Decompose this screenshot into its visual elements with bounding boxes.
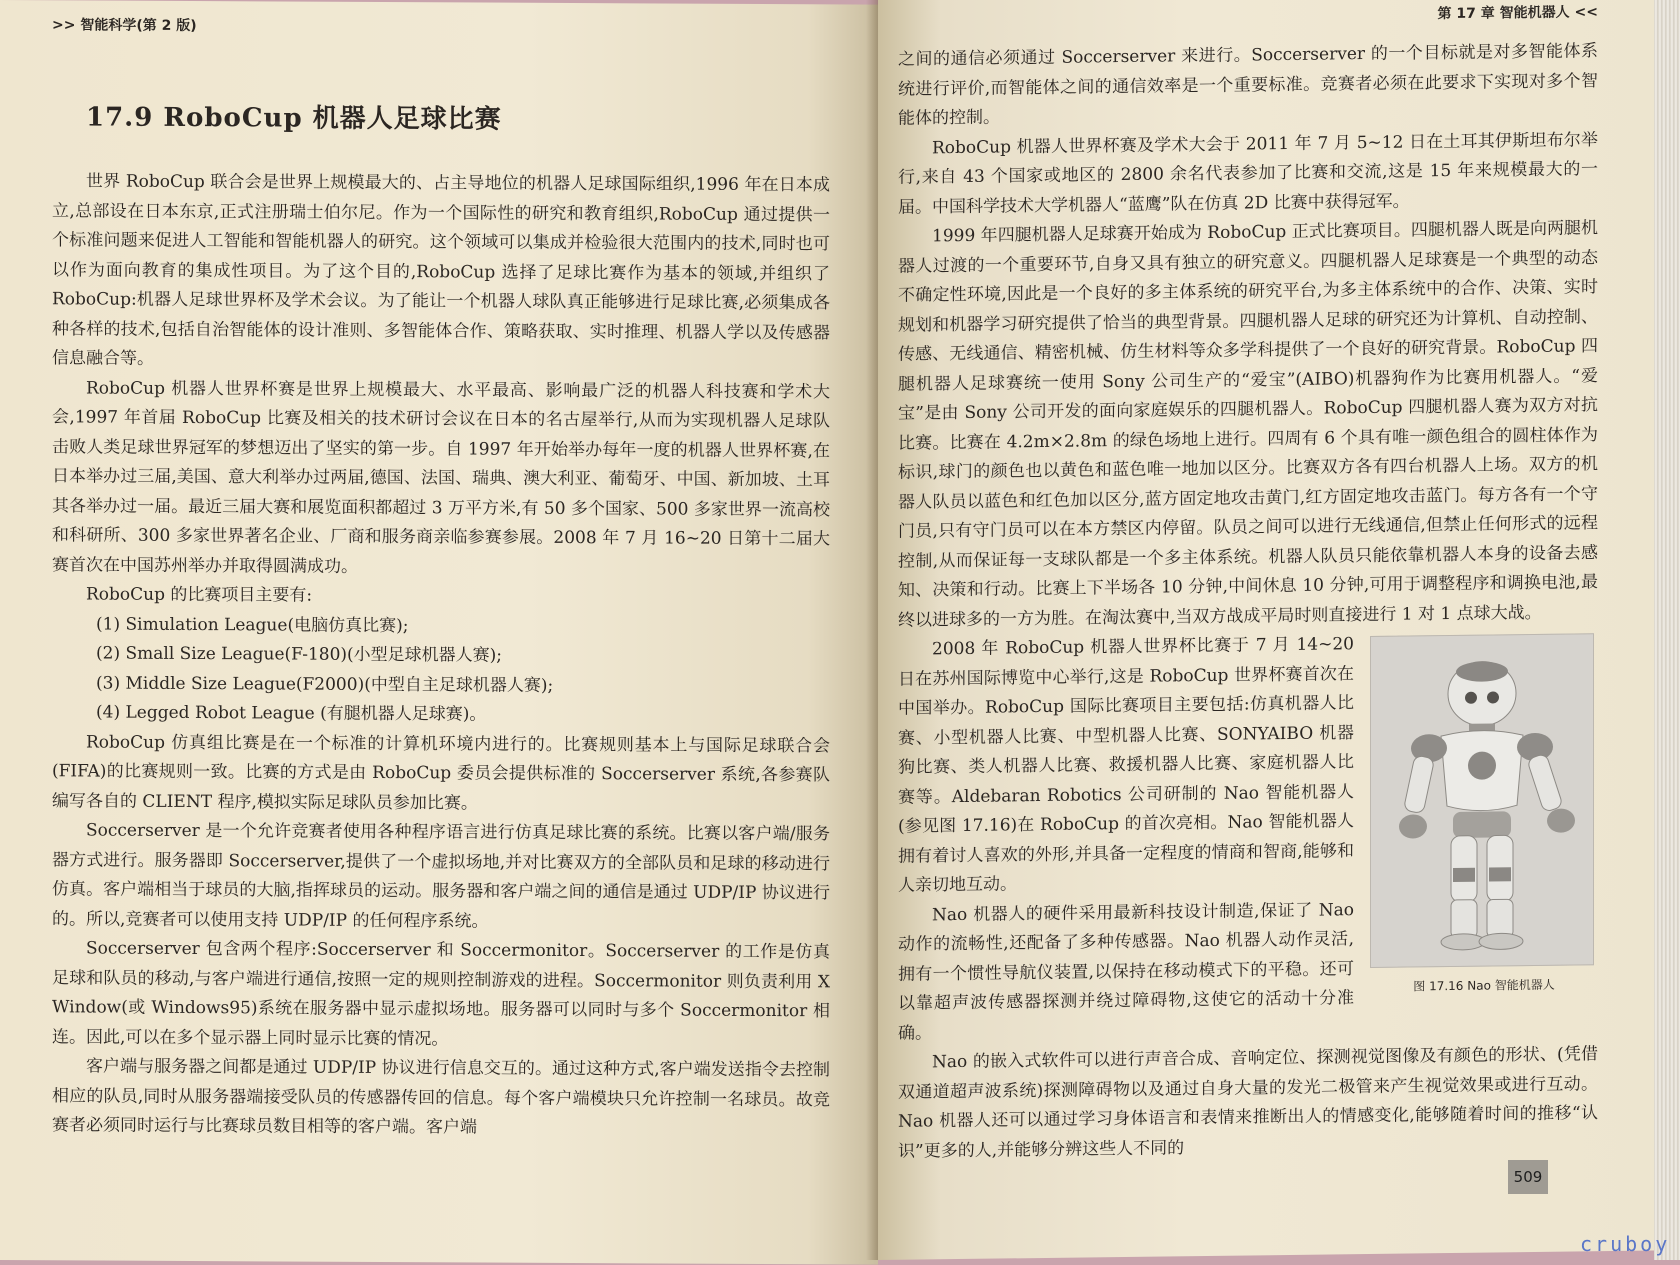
right-page <box>878 0 1658 1260</box>
left-running-header: >> 智能科学(第 2 版) <box>52 17 197 35</box>
competition-list <box>52 610 830 732</box>
page-number: 509 <box>1508 1160 1548 1194</box>
list-item: (2) Small Size League(F-180)(小型足球机器人赛); <box>96 643 503 666</box>
section-title: 17.9 RoboCup 机器人足球比赛 <box>86 102 502 135</box>
list-item: (1) Simulation League(电脑仿真比赛); <box>96 614 409 636</box>
watermark-text: cruboy <box>1580 1232 1671 1256</box>
paragraph: 2008 年 RoboCup 机器人世界杯比赛于 7 月 14~20 日在苏州国际博览中心举行,这是 RoboCup 世界杯赛首次在中国举办。RoboCup 国际比赛项目主要包括:仿真机器人比赛、小型机器人比赛、中型机器人比赛、SONYAIBO 机器狗比赛、类人机器人比赛、救援机器人比赛、家庭机器人比赛等。Aldebaran Robotics 公司研制的 Nao 智能机器人(参见图 17.16)在 RoboCup 的首次亮相。Nao 智能机器人拥有着讨人喜欢的外形,并具备一定程度的情商和智商,能够和人亲切地互动。 <box>898 634 1354 896</box>
paragraph: Nao 机器人的硬件采用最新科技设计制造,保证了 Nao 动作的流畅性,还配备了多种传感器。Nao 机器人动作灵活,拥有一个惯性导航仪装置,以保持在移动模式下的平稳。还可以靠超声波传感器探测并绕过障碍物,这使它的活动十分准确。 <box>898 899 1354 1044</box>
list-intro: RoboCup 的比赛项目主要有: <box>86 584 313 606</box>
paragraph: 世界 RoboCup 联合会是世界上规模最大的、占主导地位的机器人足球国际组织,1996 年在日本成立,总部设在日本东京,正式注册瑞士伯尔尼。作为一个国际性的研究和教育组织,RoboCup 通过提供一个标准问题来促进人工智能和智能机器人的研究。这个领域可以集成并检验很大范围内的技术,同时也可以作为面向教育的集成性项目。为了这个目的,RoboCup 选择了足球比赛作为基本的领域,并组织了 RoboCup:机器人足球世界杯及学术会议。为了能让一个机器人球队真正能够进行足球比赛,必须集成各种各样的技术,包括自治智能体的设计准则、多智能体合作、策略获取、实时推理、机器人学以及传感器信息融合等。 <box>52 171 830 369</box>
paragraph: Soccerserver 是一个允许竞赛者使用各种程序语言进行仿真足球比赛的系统。比赛以客户端/服务器方式进行。服务器即 Soccerserver,提供了一个虚拟场地,并对比赛双方的全部队员和足球的移动进行仿真。客户端相当于球员的大脑,指挥球员的运动。服务器和客户端之间的通信是通过 UDP/IP 协议进行的。所以,竞赛者可以使用支持 UDP/IP 的任何程序系统。 <box>52 820 830 932</box>
page-edges <box>1654 0 1680 1260</box>
figure-nao-robot <box>1370 633 1598 995</box>
paragraph: Soccerserver 包含两个程序:Soccerserver 和 Soccermonitor。Soccerserver 的工作是仿真足球和队员的移动,与客户端进行通信,按照一定的规则控制游戏的进程。Soccermonitor 则负责利用 X Window(或 Windows95)系统在服务器中显示虚拟场地。服务器可以同时与多个 Soccermonitor 相连。因此,可以在多个显示器上同时显示比赛的情况。 <box>52 938 830 1049</box>
figure-caption: 图 17.16 Nao 智能机器人 <box>1413 977 1555 994</box>
list-item: (3) Middle Size League(F2000)(中型自主足球机器人赛); <box>96 673 554 696</box>
paragraph: RoboCup 机器人世界杯赛是世界上规模最大、水平最高、影响最广泛的机器人科技赛和学术大会,1997 年首届 RoboCup 比赛及相关的技术研讨会议在日本的名古屋举行,从而为实现机器人足球队击败人类足球世界冠军的梦想迈出了坚实的第一步。自 1997 年开始举办每年一度的机器人世界杯赛,在日本举办过三届,美国、意大利举办过两届,德国、法国、瑞典、澳大利亚、葡萄牙、中国、新加坡、土耳其各举办过一届。最近三届大赛和展览面积都超过 3 万平方米,有 50 多个国家、500 多家世界一流高校和科研所、300 多家世界著名企业、厂商和服务商亲临参赛参展。2008 年 7 月 16~20 日第十二届大赛首次在中国苏州举办并取得圆满成功。 <box>52 377 830 577</box>
paragraph: 1999 年四腿机器人足球赛开始成为 RoboCup 正式比赛项目。四腿机器人既是向两腿机器人过渡的一个重要环节,自身又具有独立的研究意义。四腿机器人足球赛是一个典型的动态不确定性环境,因此是一个良好的多主体系统的研究平台,为多主体系统中的合作、决策、实时规划和机器学习研究提供了恰当的典型背景。四腿机器人足球的研究还为计算机、自动控制、传感、无线通信、精密机械、仿生材料等众多学科提供了一个良好的研究背景。RoboCup 四腿机器人足球赛统一使用 Sony 公司生产的“爱宝”(AIBO)机器狗作为比赛用机器人。“爱宝”是由 Sony 公司开发的面向家庭娱乐的四腿机器人。RoboCup 四腿机器人赛为双方对抗比赛。比赛在 4.2m×2.8m 的绿色场地上进行。四周有 6 个具有唯一颜色组合的圆柱体作为标识,球门的颜色也以黄色和蓝色唯一地加以区分。比赛双方各有四台机器人上场。双方的机器人队员以蓝色和红色加以区分,蓝方固定地攻击黄门,红方固定地攻击蓝门。每方各有一个守门员,只有守门员可以在本方禁区内停留。队员之间可以进行无线通信,但禁止任何形式的远程控制,从而保证每一支球队都是一个多主体系统。机器人队员只能依靠机器人本身的设备去感知、决策和行动。比赛上下半场各 10 分钟,中间休息 10 分钟,可用于调整程序和调换电池,最终以进球多的一方为胜。在淘汰赛中,当双方战成平局时则直接进行 1 对 1 点球大战。 <box>898 218 1598 631</box>
right-running-header: 第 17 章 智能机器人 << <box>1437 4 1598 23</box>
paragraph: RoboCup 机器人世界杯赛及学术大会于 2011 年 7 月 5~12 日在土耳其伊斯坦布尔举行,来自 43 个国家或地区的 2800 余名代表参加了比赛和交流,这是 15 年来规模最大的一届。中国科学技术大学机器人“蓝鹰”队在仿真 2D 比赛中获得冠军。 <box>898 129 1598 218</box>
paragraph: 客户端与服务器之间都是通过 UDP/IP 协议进行信息交互的。通过这种方式,客户端发送指令去控制相应的队员,同时从服务器端接受队员的传感器传回的信息。每个客户端模块只允许控制一名球员。故竞赛者必须同时运行与比赛球员数目相等的客户端。客户端 <box>52 1056 830 1138</box>
paragraph: RoboCup 仿真组比赛是在一个标准的计算机环境内进行的。比赛规则基本上与国际足球联合会(FIFA)的比赛规则一致。比赛的方式是由 RoboCup 委员会提供标准的 Soccerserver 系统,各参赛队编写各自的 CLIENT 程序,模拟实际足球队员参加比赛。 <box>52 731 830 814</box>
paragraph: 之间的通信必须通过 Soccerserver 来进行。Soccerserver 的一个目标就是对多智能体系统进行评价,而智能体之间的通信效率是一个重要标准。竞赛者必须在此要求下实现对多个智能体的控制。 <box>898 41 1598 129</box>
list-item: (4) Legged Robot League (有腿机器人足球赛)。 <box>96 702 487 725</box>
robot-illustration <box>1371 634 1593 967</box>
paragraph: Nao 的嵌入式软件可以进行声音合成、音响定位、探测视觉图像及有颜色的形状、(凭借双通道超声波系统)探测障碍物以及通过自身大量的发光二极管来产生视觉效果或进行互动。Nao 机器人还可以通过学习身体语言和表情来推断出人的情感变化,能够随着时间的推移“认识”更多的人,并能够分辨这些人不同的 <box>898 1044 1598 1162</box>
nao-robot-photo <box>1370 633 1594 968</box>
